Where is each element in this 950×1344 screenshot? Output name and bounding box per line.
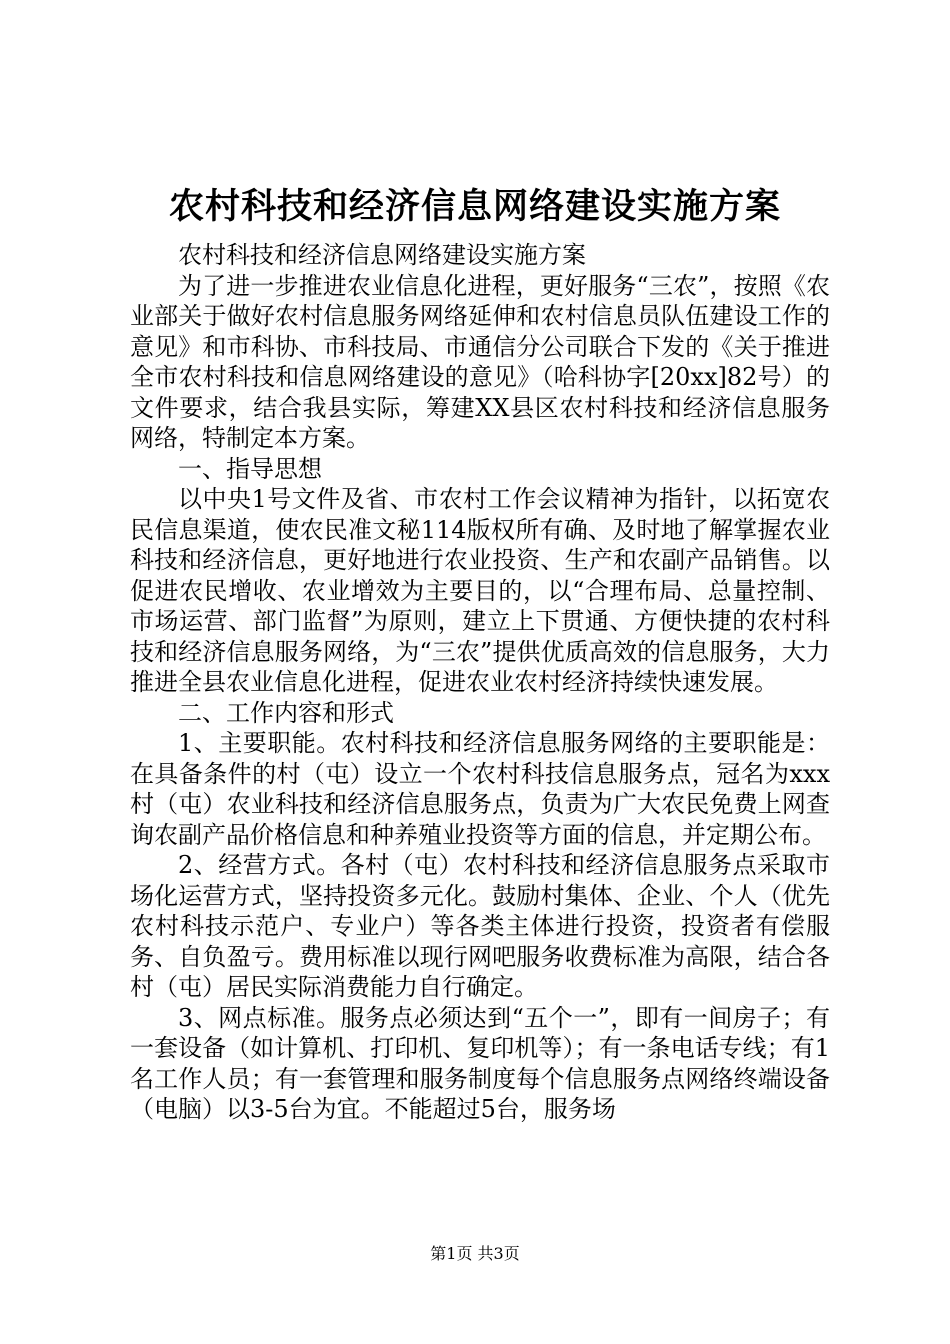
service-point-standard-paragraph: 3、网点标准。服务点必须达到“五个一”，即有一间房子；有一套设备（如计算机、打印机、复印机等）；有一条电话专线；有1名工作人员；有一套管理和服务制度每个信息服务点网络终端设备（电脑）以3-5台为宜。不能超过5台，服务场 xyxy=(130,1003,830,1123)
section-heading-guiding-ideology: 一、指导思想 xyxy=(178,454,322,483)
intro-paragraph: 为了进一步推进农业信息化进程，更好服务“三农”，按照《农业部关于做好农村信息服务网络延伸和农村信息员队伍建设工作的意见》和市科协、市科技局、市通信分公司联合下发的《关于推进全市农村科技和信息网络建设的意见》（哈科协字[20xx]82号）的文件要求，结合我县实际，筹建XX县区农村科技和经济信息服务网络，特制定本方案。 xyxy=(130,271,830,452)
document-body xyxy=(130,240,830,1125)
main-functions-paragraph: 1、主要职能。农村科技和经济信息服务网络的主要职能是：在具备条件的村（屯）设立一个农村科技信息服务点，冠名为xxx村（屯）农业科技和经济信息服务点，负责为广大农民免费上网查询农副产品价格信息和种养殖业投资等方面的信息，并定期公布。 xyxy=(130,729,830,849)
section-heading-work-content: 二、工作内容和形式 xyxy=(178,698,394,727)
guiding-ideology-paragraph: 以中央1号文件及省、市农村工作会议精神为指针，以拓宽农民信息渠道，使农民准文秘114版权所有确、及时地了解掌握农业科技和经济信息，更好地进行农业投资、生产和农副产品销售。以促进农民增收、农业增效为主要目的，以“合理布局、总量控制、市场运营、部门监督”为原则，建立上下贯通、方便快捷的农村科技和经济信息服务网络，为“三农”提供优质高效的信息服务，大力推进全县农业信息化进程，促进农业农村经济持续快速发展。 xyxy=(130,485,830,696)
operation-mode-paragraph: 2、经营方式。各村（屯）农村科技和经济信息服务点采取市场化运营方式，坚持投资多元化。鼓励村集体、企业、个人（优先农村科技示范户、专业户）等各类主体进行投资，投资者有偿服务、自负盈亏。费用标准以现行网吧服务收费标准为高限，结合各村（屯）居民实际消费能力自行确定。 xyxy=(130,851,830,1001)
subtitle-paragraph: 农村科技和经济信息网络建设实施方案 xyxy=(178,241,586,269)
document-title: 农村科技和经济信息网络建设实施方案 xyxy=(168,186,781,227)
page-number-footer: 第1页 共3页 xyxy=(430,1244,520,1263)
